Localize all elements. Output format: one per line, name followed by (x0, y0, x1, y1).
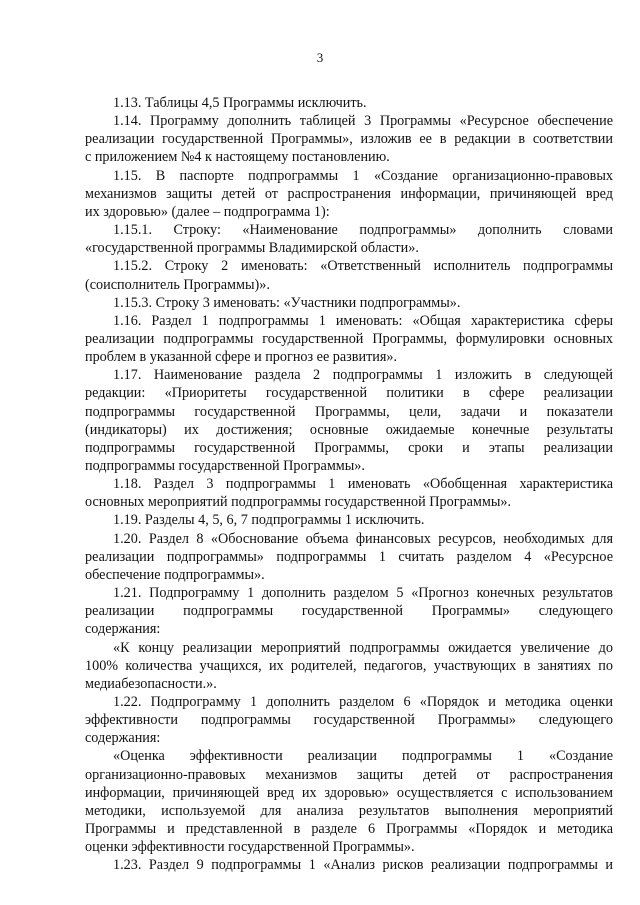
text-line: 1.13. Таблицы 4,5 Программы исключить. (113, 95, 367, 111)
text-line: реализации государственной Программы», изложив ее в редакции в соответствии (85, 131, 613, 148)
text-line: подпрограммы государственной Программы». (85, 458, 365, 474)
page-number: 3 (316, 50, 324, 65)
text-line: обеспечение подпрограммы». (85, 566, 265, 583)
text-line: эффективности подпрограммы государственной Программы» следующего (85, 712, 613, 729)
text-line: 1.14. Программу дополнить таблицей 3 Программы «Ресурсное обеспечение (113, 113, 613, 130)
text-line: методики, используемой для анализа результатов выполнения мероприятий (85, 802, 613, 819)
text-line: оценки эффективности государственной Программы». (85, 839, 415, 856)
text-line: «К концу реализации мероприятий подпрограммы ожидается увеличение до (113, 639, 613, 656)
text-line: основных мероприятий подпрограммы государственной Программы». (85, 494, 512, 511)
text-line: «Оценка эффективности реализации подпрограммы 1 «Создание (113, 748, 613, 765)
text-line: подпрограммы государственной Программы, сроки и этапы реализации (85, 439, 613, 456)
text-line: реализации подпрограммы государственной Программы» следующего (85, 603, 613, 620)
text-line: организационно-правовых механизмов защиты детей от распространения (85, 766, 613, 783)
text-line: (соисполнитель Программы)». (85, 276, 270, 293)
text-line: 1.23. Раздел 9 подпрограммы 1 «Анализ рисков реализации подпрограммы и (113, 857, 613, 874)
text-line: реализации подпрограммы» подпрограммы 1 считать разделом 4 «Ресурсное (85, 548, 613, 565)
text-line: 1.17. Наименование раздела 2 подпрограммы 1 изложить в следующей (113, 367, 613, 384)
text-line: 1.15.3. Строку 3 именовать: «Участники подпрограммы». (113, 294, 461, 311)
text-line: 1.21. Подпрограмму 1 дополнить разделом 5 «Прогноз конечных результатов (113, 585, 613, 602)
text-line: реализации подпрограммы государственной Программы, формулировки основных (85, 330, 613, 347)
text-line: 1.15.2. Строку 2 именовать: «Ответственный исполнитель подпрограммы (113, 258, 613, 275)
text-line: редакции: «Приоритеты государственной политики в сфере реализации (85, 385, 613, 402)
text-line: 1.16. Раздел 1 подпрограммы 1 именовать: «Общая характеристика сферы (113, 312, 613, 329)
text-line: 1.18. Раздел 3 подпрограммы 1 именовать «Обобщенная характеристика (113, 476, 613, 493)
text-line: 1.15.1. Строку: «Наименование подпрограммы» дополнить словами (113, 222, 613, 239)
text-line: «государственной программы Владимирской области». (85, 240, 419, 257)
text-line: механизмов защиты детей от распространения информации, причиняющей вред (85, 185, 613, 202)
text-line: медиабезопасности.». (85, 675, 217, 692)
text-line: Программы и представленной в разделе 6 Программы «Порядок и методика (85, 821, 613, 837)
text-line: (индикаторы) их достижения; основные ожидаемые конечные результаты (85, 421, 613, 438)
text-line: 1.20. Раздел 8 «Обоснование объема финансовых ресурсов, необходимых для (113, 530, 613, 547)
text-line: 1.22. Подпрограмму 1 дополнить разделом 6 «Порядок и методика оценки (113, 693, 613, 710)
text-line: информации, причиняющей вред их здоровью» осуществляется с использованием (85, 784, 613, 801)
text-line: подпрограммы государственной Программы, цели, задачи и показатели (85, 403, 613, 420)
text-line: их здоровью» (далее – подпрограмма 1): (85, 203, 330, 220)
text-line: содержания: (85, 621, 161, 638)
text-line: 1.15. В паспорте подпрограммы 1 «Создание организационно-правовых (113, 167, 613, 184)
text-line: проблем в указанной сфере и прогноз ее развития». (85, 349, 398, 366)
text-line: содержания: (85, 730, 161, 747)
text-line: 100% количества учащихся, их родителей, педагогов, участвующих в занятиях по (85, 657, 613, 674)
text-line: с приложением №4 к настоящему постановлению. (85, 149, 390, 166)
text-line: 1.19. Разделы 4, 5, 6, 7 подпрограммы 1 исключить. (113, 512, 425, 529)
